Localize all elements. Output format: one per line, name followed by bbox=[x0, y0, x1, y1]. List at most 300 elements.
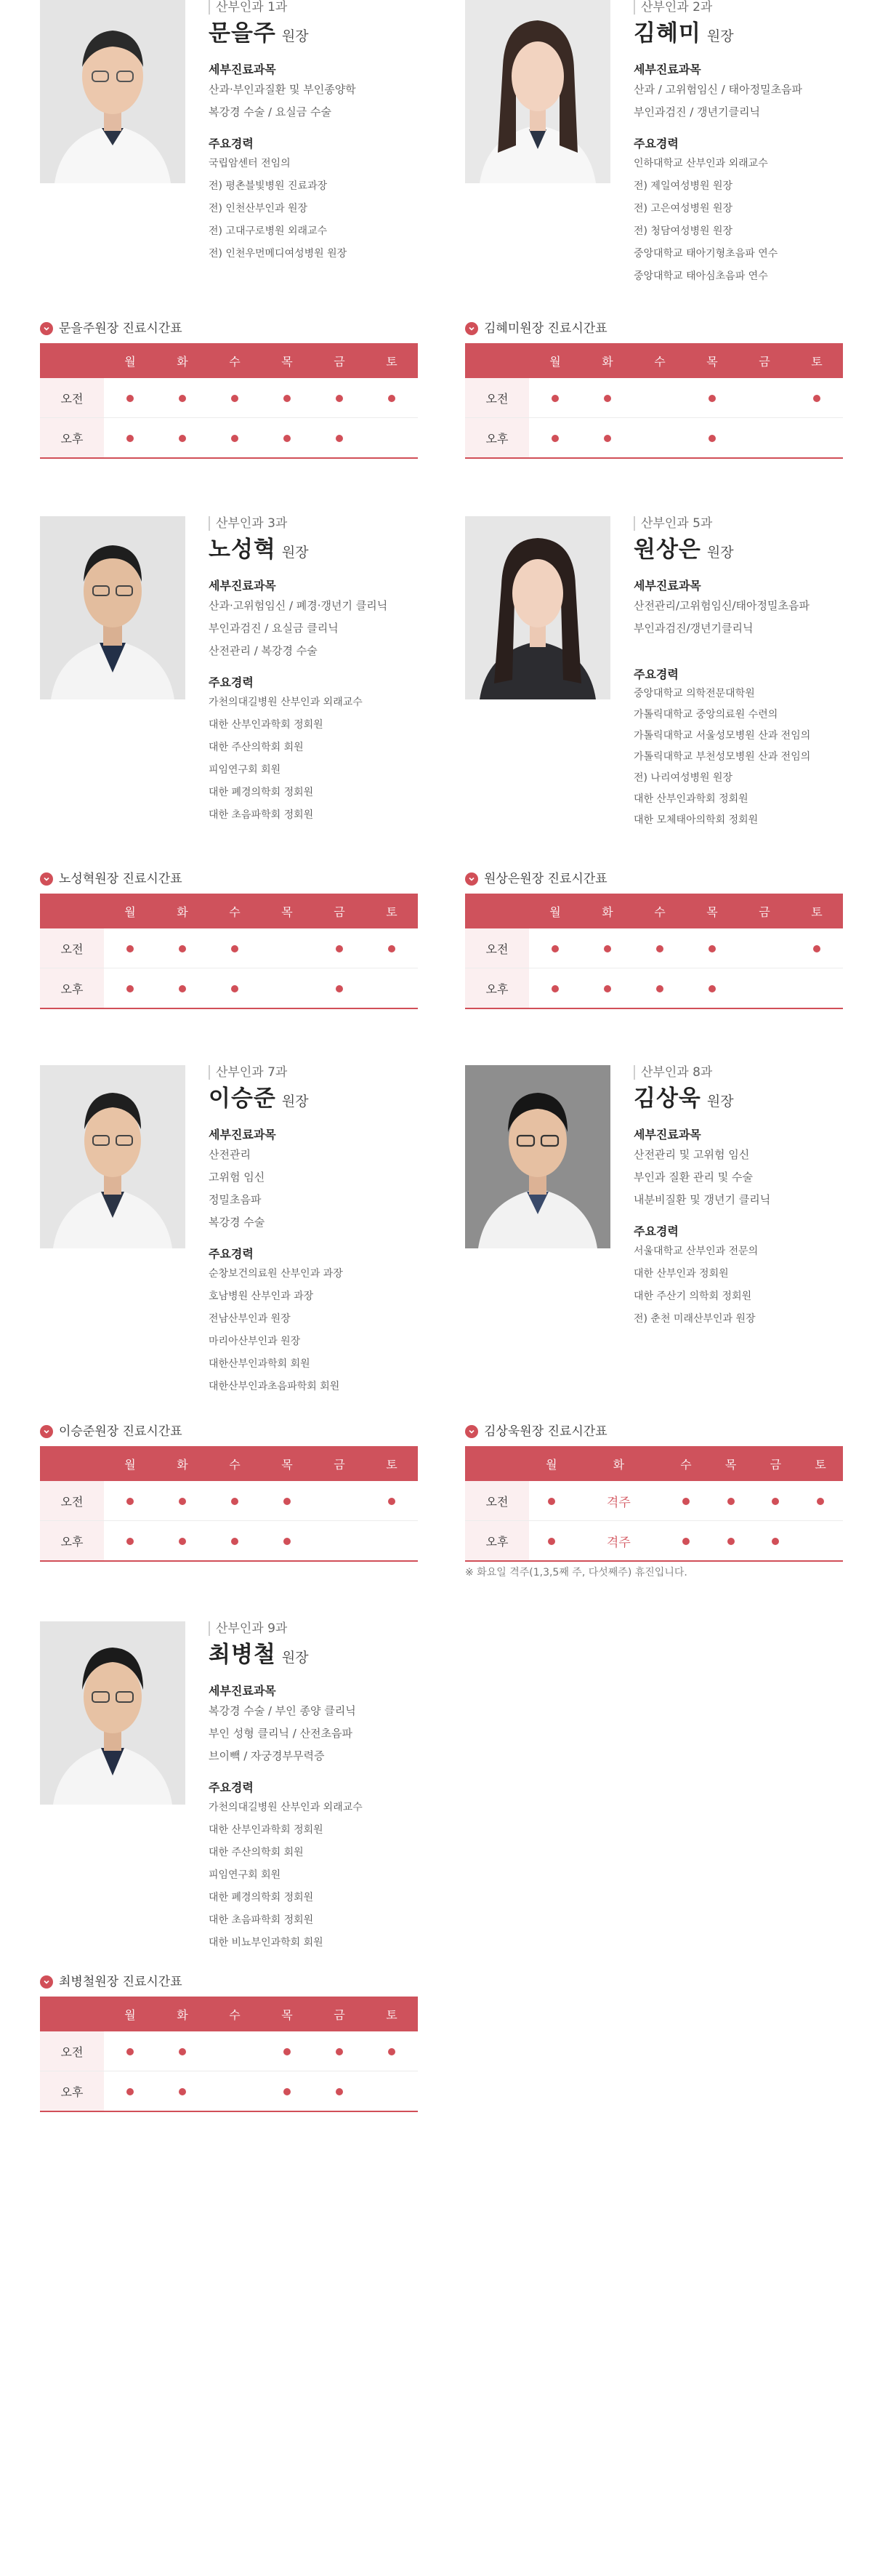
career-item: 대한 산부인과 정회원 bbox=[634, 1268, 729, 1280]
schedule-cell bbox=[209, 2071, 261, 2112]
day-header: 월 bbox=[104, 343, 156, 378]
career-heading: 주요경력 bbox=[634, 667, 679, 681]
specialty-item: 산전관리 및 고위험 임신 bbox=[634, 1148, 750, 1161]
schedule-cell bbox=[313, 2031, 366, 2071]
specialty-heading: 세부진료과목 bbox=[634, 1128, 701, 1141]
schedule-row-am bbox=[465, 1481, 843, 1521]
session-label: 오후 bbox=[40, 418, 104, 459]
specialty-item: 내분비질환 및 갱년기 클리닉 bbox=[634, 1193, 771, 1206]
schedule-cell bbox=[798, 1521, 843, 1562]
day-header: 목 bbox=[708, 1446, 754, 1481]
clinic-dot-icon bbox=[656, 945, 663, 952]
session-label: 오전 bbox=[40, 1481, 104, 1521]
specialty-item: 부인과검진/갱년기클리닉 bbox=[634, 622, 754, 635]
clinic-dot-icon bbox=[231, 395, 238, 402]
schedule-table bbox=[40, 1446, 418, 1562]
schedule-cell bbox=[791, 378, 843, 418]
specialty-heading: 세부진료과목 bbox=[209, 1128, 276, 1141]
day-header: 월 bbox=[104, 894, 156, 928]
specialty-item: 복강경 수술 / 요실금 수술 bbox=[209, 105, 332, 119]
schedule-3 bbox=[40, 869, 418, 1009]
schedule-cell bbox=[686, 928, 738, 968]
schedule-cell bbox=[529, 928, 581, 968]
session-label: 오전 bbox=[40, 928, 104, 968]
doctor-info bbox=[634, 1065, 852, 1331]
doctor-info bbox=[209, 1065, 427, 1398]
day-header: 수 bbox=[209, 1446, 261, 1481]
chevron-down-icon bbox=[40, 322, 53, 335]
day-header: 월 bbox=[104, 1997, 156, 2031]
day-header: 목 bbox=[686, 343, 738, 378]
schedule-header-row bbox=[465, 1446, 843, 1481]
session-label: 오전 bbox=[465, 378, 529, 418]
day-header: 금 bbox=[313, 1997, 366, 2031]
schedule-cell bbox=[663, 1521, 708, 1562]
schedule-heading bbox=[40, 869, 418, 889]
schedule-cell bbox=[366, 2031, 418, 2071]
chevron-down-icon bbox=[40, 1975, 53, 1989]
schedule-cell-text: 격주 bbox=[606, 1535, 631, 1550]
career-item: 전) 평촌블빛병원 진료과장 bbox=[209, 180, 328, 192]
schedule-1 bbox=[40, 318, 418, 459]
schedule-cell bbox=[634, 928, 686, 968]
specialty-item: 부인 성형 클리닉 / 산전초음파 bbox=[209, 1727, 353, 1740]
doctor-dept: 산부인과 8과 bbox=[634, 1065, 852, 1080]
schedule-cell bbox=[156, 968, 209, 1009]
schedule-row-pm bbox=[465, 418, 843, 459]
clinic-dot-icon bbox=[179, 435, 186, 442]
day-header: 수 bbox=[209, 894, 261, 928]
schedule-cell bbox=[366, 378, 418, 418]
clinic-dot-icon bbox=[126, 1538, 134, 1545]
clinic-dot-icon bbox=[817, 1498, 824, 1505]
schedule-doctor-name: 김상욱 bbox=[484, 1424, 520, 1439]
day-header: 토 bbox=[791, 343, 843, 378]
schedule-doctor-name: 최병철 bbox=[59, 1975, 95, 1989]
schedule-row-am bbox=[40, 378, 418, 418]
career-item: 대한 산부인과학회 정회원 bbox=[209, 719, 323, 731]
schedule-cell bbox=[663, 1481, 708, 1521]
schedule-cell bbox=[791, 418, 843, 459]
career-item: 전) 인천우먼메디여성병원 원장 bbox=[209, 248, 347, 260]
schedule-cell bbox=[634, 418, 686, 459]
day-header: 화 bbox=[581, 894, 634, 928]
doctor-title: 원장 bbox=[281, 28, 309, 44]
chevron-down-icon bbox=[465, 322, 478, 335]
schedule-cell bbox=[581, 928, 634, 968]
career-item: 대한 주산의학회 회원 bbox=[209, 1847, 304, 1858]
career-item: 전) 고은여성병원 원장 bbox=[634, 203, 733, 214]
day-header: 목 bbox=[261, 1446, 313, 1481]
schedule-cell bbox=[581, 968, 634, 1009]
specialty-item: 부인과검진 / 요실금 클리닉 bbox=[209, 622, 339, 635]
schedule-cell bbox=[104, 1481, 156, 1521]
schedule-corner bbox=[40, 1997, 104, 2031]
doctor-title: 원장 bbox=[706, 545, 734, 561]
career-item: 전) 나리여성병원 원장 bbox=[634, 772, 733, 784]
day-header: 월 bbox=[529, 894, 581, 928]
schedule-cell bbox=[529, 1521, 574, 1562]
career-item: 국립암센터 전임의 bbox=[209, 158, 291, 169]
career-item: 호남병원 산부인과 과장 bbox=[209, 1291, 314, 1302]
schedule-5 bbox=[40, 1421, 418, 1562]
schedule-2 bbox=[465, 318, 843, 459]
doctor-name: 김상욱 bbox=[634, 1086, 701, 1112]
schedule-row-pm bbox=[465, 968, 843, 1009]
schedule-row-am bbox=[40, 1481, 418, 1521]
specialty-item: 브이빽 / 자궁경부무력증 bbox=[209, 1749, 325, 1762]
schedule-cell bbox=[791, 928, 843, 968]
schedule-cell bbox=[261, 968, 313, 1009]
clinic-dot-icon bbox=[682, 1538, 690, 1545]
session-label: 오후 bbox=[465, 418, 529, 459]
day-header: 화 bbox=[574, 1446, 663, 1481]
day-header: 금 bbox=[753, 1446, 798, 1481]
schedule-cell bbox=[708, 1481, 754, 1521]
schedule-cell bbox=[529, 1481, 574, 1521]
schedule-cell bbox=[313, 1521, 366, 1562]
session-label: 오전 bbox=[40, 378, 104, 418]
doctor-title: 원장 bbox=[706, 1094, 734, 1110]
schedule-cell bbox=[104, 418, 156, 459]
doctor-info bbox=[634, 0, 852, 288]
schedule-cell bbox=[574, 1521, 663, 1562]
day-header: 목 bbox=[261, 894, 313, 928]
clinic-dot-icon bbox=[126, 2048, 134, 2055]
clinic-dot-icon bbox=[388, 2048, 395, 2055]
career-item: 대한 모체태아의학회 정회원 bbox=[634, 814, 759, 826]
career-item: 대한 폐경의학회 정회원 bbox=[209, 1892, 314, 1903]
day-header: 월 bbox=[104, 1446, 156, 1481]
schedule-cell bbox=[634, 378, 686, 418]
day-header: 수 bbox=[209, 343, 261, 378]
day-header: 토 bbox=[366, 894, 418, 928]
clinic-dot-icon bbox=[283, 1538, 291, 1545]
clinic-dot-icon bbox=[283, 2048, 291, 2055]
career-item: 대한 산부인과학회 정회원 bbox=[634, 793, 748, 805]
doctor-title: 원장 bbox=[281, 545, 309, 561]
schedule-table bbox=[40, 343, 418, 459]
clinic-dot-icon bbox=[231, 1498, 238, 1505]
schedule-heading bbox=[465, 869, 843, 889]
schedule-row-pm bbox=[40, 968, 418, 1009]
clinic-dot-icon bbox=[336, 435, 343, 442]
day-header: 목 bbox=[261, 1997, 313, 2031]
schedule-row-pm bbox=[465, 1521, 843, 1562]
doctor-photo bbox=[40, 516, 185, 699]
career-heading: 주요경력 bbox=[209, 137, 254, 151]
schedule-cell bbox=[261, 1521, 313, 1562]
clinic-dot-icon bbox=[336, 985, 343, 992]
schedule-cell bbox=[261, 2031, 313, 2071]
schedule-cell bbox=[104, 2071, 156, 2112]
specialty-item: 산과·부인과질환 및 부인종양학 bbox=[209, 83, 356, 96]
career-item: 대한 주산기 의학회 정회원 bbox=[634, 1291, 752, 1302]
schedule-suffix: 원장 진료시간표 bbox=[94, 1424, 182, 1439]
schedule-cell bbox=[738, 378, 791, 418]
day-header: 토 bbox=[798, 1446, 843, 1481]
day-header: 목 bbox=[686, 894, 738, 928]
schedule-heading bbox=[40, 1972, 418, 1992]
schedule-cell bbox=[313, 968, 366, 1009]
specialty-heading: 세부진료과목 bbox=[209, 1684, 276, 1698]
clinic-dot-icon bbox=[604, 985, 611, 992]
clinic-dot-icon bbox=[283, 435, 291, 442]
specialty-heading: 세부진료과목 bbox=[209, 579, 276, 593]
schedule-corner bbox=[40, 1446, 104, 1481]
schedule-cell bbox=[156, 378, 209, 418]
schedule-cell bbox=[261, 418, 313, 459]
schedule-cell bbox=[634, 968, 686, 1009]
schedule-header-row bbox=[465, 894, 843, 928]
schedule-corner bbox=[465, 894, 529, 928]
career-item: 인하대학교 산부인과 외래교수 bbox=[634, 158, 768, 169]
schedule-doctor-name: 문을주 bbox=[59, 321, 95, 336]
doctor-name: 문을주 bbox=[209, 20, 276, 47]
clinic-dot-icon bbox=[231, 1538, 238, 1545]
clinic-dot-icon bbox=[552, 985, 559, 992]
doctor-dept: 산부인과 5과 bbox=[634, 516, 852, 531]
clinic-dot-icon bbox=[126, 435, 134, 442]
session-label: 오후 bbox=[40, 968, 104, 1009]
schedule-note: ※ 화요일 격주(1,3,5째 주, 다섯째주) 휴진입니다. bbox=[465, 1567, 687, 1578]
schedule-7 bbox=[40, 1972, 418, 2112]
schedule-cell bbox=[798, 1481, 843, 1521]
doctor-photo bbox=[40, 1065, 185, 1248]
career-item: 서울대학교 산부인과 전문의 bbox=[634, 1245, 759, 1257]
schedule-header-row bbox=[40, 1446, 418, 1481]
day-header: 금 bbox=[313, 1446, 366, 1481]
career-heading: 주요경력 bbox=[209, 1781, 254, 1794]
schedule-corner bbox=[465, 1446, 529, 1481]
schedule-cell bbox=[529, 378, 581, 418]
clinic-dot-icon bbox=[772, 1498, 779, 1505]
career-heading: 주요경력 bbox=[634, 1224, 679, 1238]
day-header: 금 bbox=[313, 894, 366, 928]
doctor-photo bbox=[465, 1065, 610, 1248]
schedule-heading bbox=[40, 318, 418, 339]
schedule-cell bbox=[366, 1521, 418, 1562]
career-heading: 주요경력 bbox=[209, 1247, 254, 1261]
clinic-dot-icon bbox=[708, 395, 716, 402]
chevron-down-icon bbox=[465, 1425, 478, 1438]
schedule-cell bbox=[708, 1521, 754, 1562]
doctor-name: 원상은 bbox=[634, 537, 701, 563]
specialty-item: 산과 / 고위험임신 / 태아정밀초음파 bbox=[634, 83, 803, 96]
schedule-row-am bbox=[40, 928, 418, 968]
schedule-suffix: 원장 진료시간표 bbox=[520, 872, 607, 886]
day-header: 수 bbox=[634, 894, 686, 928]
doctor-title: 원장 bbox=[706, 28, 734, 44]
schedule-cell bbox=[209, 378, 261, 418]
schedule-suffix: 원장 진료시간표 bbox=[520, 1424, 607, 1439]
schedule-cell bbox=[366, 2071, 418, 2112]
clinic-dot-icon bbox=[179, 1538, 186, 1545]
schedule-cell bbox=[209, 1481, 261, 1521]
schedule-suffix: 원장 진료시간표 bbox=[94, 321, 182, 336]
specialty-item: 부인과 질환 관리 및 수술 bbox=[634, 1171, 753, 1184]
schedule-row-am bbox=[465, 928, 843, 968]
schedule-cell-text: 격주 bbox=[606, 1495, 631, 1510]
schedule-row-pm bbox=[40, 418, 418, 459]
day-header: 금 bbox=[738, 894, 791, 928]
career-item: 중앙대학교 의학전문대학원 bbox=[634, 688, 755, 699]
schedule-cell bbox=[209, 968, 261, 1009]
schedule-doctor-name: 노성혁 bbox=[59, 872, 95, 886]
session-label: 오후 bbox=[40, 1521, 104, 1562]
clinic-dot-icon bbox=[604, 435, 611, 442]
doctor-dept: 산부인과 1과 bbox=[209, 0, 427, 15]
schedule-cell bbox=[529, 418, 581, 459]
schedule-cell bbox=[738, 968, 791, 1009]
schedule-corner bbox=[40, 343, 104, 378]
career-item: 중앙대학교 태아기형초음파 연수 bbox=[634, 248, 778, 260]
schedule-suffix: 원장 진료시간표 bbox=[94, 872, 182, 886]
schedule-cell bbox=[366, 968, 418, 1009]
schedule-row-am bbox=[40, 2031, 418, 2071]
specialty-item: 부인과검진 / 갱년기클리닉 bbox=[634, 105, 760, 119]
clinic-dot-icon bbox=[179, 2088, 186, 2095]
schedule-cell bbox=[313, 2071, 366, 2112]
schedule-cell bbox=[686, 418, 738, 459]
doctor-photo bbox=[40, 1621, 185, 1805]
specialty-item: 산전관리 / 복강경 수술 bbox=[209, 644, 318, 657]
career-item: 대한산부인과초음파학회 회원 bbox=[209, 1381, 340, 1392]
schedule-cell bbox=[156, 1521, 209, 1562]
day-header: 화 bbox=[156, 343, 209, 378]
day-header: 토 bbox=[366, 1997, 418, 2031]
clinic-dot-icon bbox=[179, 985, 186, 992]
schedule-4 bbox=[465, 869, 843, 1009]
doctor-info bbox=[209, 0, 427, 265]
schedule-table bbox=[40, 894, 418, 1009]
clinic-dot-icon bbox=[604, 945, 611, 952]
clinic-dot-icon bbox=[179, 1498, 186, 1505]
specialty-item: 정밀초음파 bbox=[209, 1193, 262, 1206]
schedule-cell bbox=[791, 968, 843, 1009]
doctor-dept: 산부인과 2과 bbox=[634, 0, 852, 15]
career-item: 대한 초음파학회 정회원 bbox=[209, 1914, 314, 1926]
doctor-title: 원장 bbox=[281, 1094, 309, 1110]
clinic-dot-icon bbox=[604, 395, 611, 402]
session-label: 오전 bbox=[40, 2031, 104, 2071]
clinic-dot-icon bbox=[656, 985, 663, 992]
career-item: 가톨릭대학교 부천성모병원 산과 전임의 bbox=[634, 751, 811, 763]
career-item: 피임연구회 회원 bbox=[209, 764, 281, 776]
schedule-corner bbox=[465, 343, 529, 378]
day-header: 목 bbox=[261, 343, 313, 378]
clinic-dot-icon bbox=[231, 945, 238, 952]
schedule-cell bbox=[156, 928, 209, 968]
day-header: 화 bbox=[156, 894, 209, 928]
career-item: 대한 비뇨부인과학회 회원 bbox=[209, 1937, 323, 1949]
clinic-dot-icon bbox=[336, 2088, 343, 2095]
schedule-cell bbox=[581, 418, 634, 459]
clinic-dot-icon bbox=[336, 2048, 343, 2055]
schedule-cell bbox=[104, 1521, 156, 1562]
schedule-cell bbox=[581, 378, 634, 418]
career-item: 순창보건의료원 산부인과 과장 bbox=[209, 1268, 343, 1280]
schedule-row-pm bbox=[40, 2071, 418, 2112]
day-header: 월 bbox=[529, 1446, 574, 1481]
schedule-cell bbox=[686, 378, 738, 418]
schedule-cell bbox=[753, 1481, 798, 1521]
clinic-dot-icon bbox=[682, 1498, 690, 1505]
schedule-cell bbox=[753, 1521, 798, 1562]
clinic-dot-icon bbox=[552, 435, 559, 442]
doctor-info bbox=[209, 516, 427, 827]
schedule-cell bbox=[156, 418, 209, 459]
specialty-item: 복강경 수술 / 부인 종양 클리닉 bbox=[209, 1704, 356, 1717]
clinic-dot-icon bbox=[727, 1498, 735, 1505]
doctor-name: 최병철 bbox=[209, 1642, 276, 1668]
clinic-dot-icon bbox=[179, 2048, 186, 2055]
session-label: 오전 bbox=[465, 928, 529, 968]
day-header: 화 bbox=[581, 343, 634, 378]
clinic-dot-icon bbox=[813, 395, 820, 402]
schedule-table bbox=[465, 343, 843, 459]
clinic-dot-icon bbox=[708, 985, 716, 992]
schedule-row-pm bbox=[40, 1521, 418, 1562]
clinic-dot-icon bbox=[336, 945, 343, 952]
clinic-dot-icon bbox=[126, 395, 134, 402]
schedule-cell bbox=[529, 968, 581, 1009]
chevron-down-icon bbox=[40, 872, 53, 886]
schedule-cell bbox=[104, 928, 156, 968]
doctor-title: 원장 bbox=[281, 1650, 309, 1666]
doctor-photo bbox=[465, 0, 610, 183]
schedule-cell bbox=[313, 1481, 366, 1521]
schedule-cell bbox=[261, 1481, 313, 1521]
clinic-dot-icon bbox=[283, 2088, 291, 2095]
specialty-heading: 세부진료과목 bbox=[634, 63, 701, 76]
career-item: 전) 고대구로병원 외래교수 bbox=[209, 225, 328, 237]
chevron-down-icon bbox=[40, 1425, 53, 1438]
schedule-table bbox=[465, 894, 843, 1009]
day-header: 수 bbox=[209, 1997, 261, 2031]
day-header: 토 bbox=[366, 1446, 418, 1481]
clinic-dot-icon bbox=[283, 395, 291, 402]
doctor-name: 노성혁 bbox=[209, 537, 276, 563]
schedule-cell bbox=[313, 378, 366, 418]
career-item: 마리아산부인과 원장 bbox=[209, 1336, 301, 1347]
clinic-dot-icon bbox=[126, 1498, 134, 1505]
doctor-dept: 산부인과 7과 bbox=[209, 1065, 427, 1080]
schedule-cell bbox=[738, 928, 791, 968]
schedule-table bbox=[40, 1997, 418, 2112]
schedule-cell bbox=[104, 378, 156, 418]
career-item: 대한산부인과학회 회원 bbox=[209, 1358, 310, 1370]
schedule-cell bbox=[104, 2031, 156, 2071]
day-header: 화 bbox=[156, 1997, 209, 2031]
schedule-cell bbox=[313, 928, 366, 968]
schedule-header-row bbox=[40, 1997, 418, 2031]
clinic-dot-icon bbox=[179, 395, 186, 402]
schedule-doctor-name: 이승준 bbox=[59, 1424, 95, 1439]
schedule-heading bbox=[465, 318, 843, 339]
clinic-dot-icon bbox=[231, 985, 238, 992]
doctor-name: 이승준 bbox=[209, 1086, 276, 1112]
career-item: 대한 산부인과학회 정회원 bbox=[209, 1824, 323, 1836]
schedule-table bbox=[465, 1446, 843, 1562]
schedule-6 bbox=[465, 1421, 843, 1562]
clinic-dot-icon bbox=[708, 945, 716, 952]
clinic-dot-icon bbox=[283, 1498, 291, 1505]
career-item: 대한 주산의학회 회원 bbox=[209, 742, 304, 753]
doctor-info bbox=[634, 516, 852, 831]
career-item: 가천의대길병원 산부인과 외래교수 bbox=[209, 697, 363, 708]
clinic-dot-icon bbox=[388, 1498, 395, 1505]
